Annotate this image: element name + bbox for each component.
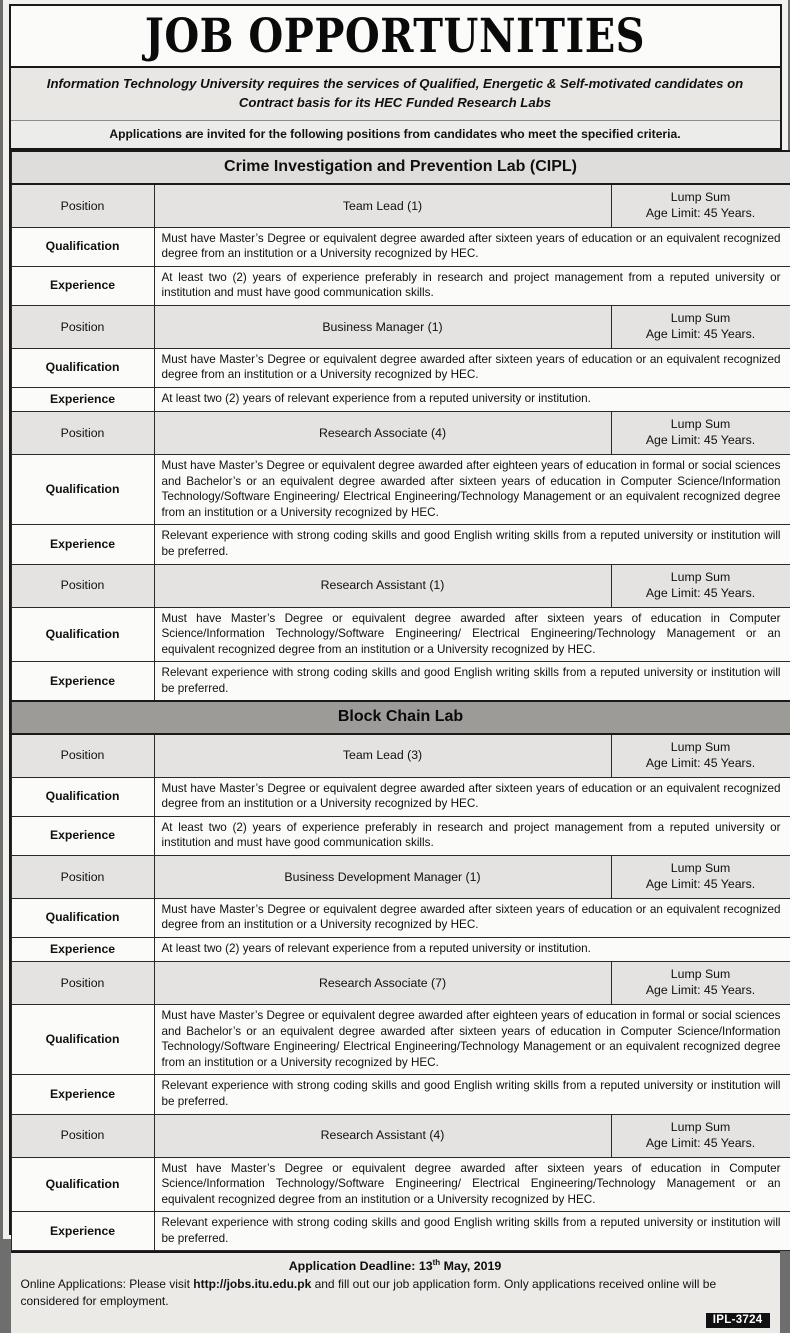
position-title: Research Associate (7) [154, 962, 611, 1005]
position-row [11, 1114, 790, 1157]
qualification-text: Must have Master’s Degree or equivalent degree awarded after sixteen years of education or an equivalent recognized degree from an institution or a University recognized by HEC. [154, 898, 790, 937]
qualification-text: Must have Master’s Degree or equivalent degree awarded after eighteen years of education in formal or social sciences and Bachelor’s or an equivalent degree awarded after sixteen years of education in Computer Science/Information Technology/Software Engineering/ Electrical Engineering/Technology Management or an equivalent recognized degree from an institution or a University recognized by HEC. [154, 1005, 790, 1075]
experience-text: Relevant experience with strong coding skills and good English writing skills from a reputed university or institution will be preferred. [154, 1075, 790, 1114]
qualification-label: Qualification [11, 898, 154, 937]
position-row [11, 564, 790, 607]
position-label: Position [11, 564, 154, 607]
experience-row [11, 1212, 790, 1251]
qualification-text: Must have Master’s Degree or equivalent degree awarded after sixteen years of education or an equivalent recognized degree from an institution or a University recognized by HEC. [154, 227, 790, 266]
experience-label: Experience [11, 525, 154, 564]
experience-text: Relevant experience with strong coding skills and good English writing skills from a reputed university or institution will be preferred. [154, 525, 790, 564]
application-deadline [21, 1258, 770, 1273]
experience-label: Experience [11, 816, 154, 855]
experience-label: Experience [11, 1075, 154, 1114]
experience-text: At least two (2) years of experience preferably in research and project management from a reputed university or institution and must have good communication skills. [154, 816, 790, 855]
age-limit: Age Limit: 45 Years. [619, 433, 783, 449]
qualification-label: Qualification [11, 1005, 154, 1075]
qualification-text: Must have Master’s Degree or equivalent degree awarded after sixteen years of education in Computer Science/Information Technology/Software Engineering/ Electrical Engineering/Technology Management or an equivalent recognized degree from an institution or a University recognized by HEC. [154, 1157, 790, 1212]
qualification-row [11, 455, 790, 525]
pay-type: Lump Sum [619, 417, 783, 433]
age-limit: Age Limit: 45 Years. [619, 327, 783, 343]
position-pay [611, 855, 790, 898]
position-title: Research Assistant (4) [154, 1114, 611, 1157]
position-label: Position [11, 412, 154, 455]
experience-row [11, 525, 790, 564]
position-label: Position [11, 184, 154, 227]
intro-banner [11, 68, 780, 121]
position-row [11, 412, 790, 455]
lab-name: Crime Investigation and Prevention Lab (CIPL) [11, 151, 790, 183]
age-limit: Age Limit: 45 Years. [619, 877, 783, 893]
qualification-text: Must have Master’s Degree or equivalent degree awarded after sixteen years of education or an equivalent recognized degree from an institution or a University recognized by HEC. [154, 777, 790, 816]
subintro-banner [11, 121, 780, 150]
position-pay [611, 734, 790, 777]
position-row [11, 184, 790, 227]
experience-label: Experience [11, 388, 154, 412]
experience-text: Relevant experience with strong coding skills and good English writing skills from a reputed university or institution will be preferred. [154, 662, 790, 702]
position-label: Position [11, 855, 154, 898]
experience-row [11, 816, 790, 855]
qualification-label: Qualification [11, 348, 154, 387]
pay-type: Lump Sum [619, 1120, 783, 1136]
deadline-suffix: May, 2019 [440, 1259, 501, 1273]
position-row [11, 734, 790, 777]
age-limit: Age Limit: 45 Years. [619, 983, 783, 999]
deadline-ordinal: th [433, 1258, 441, 1267]
position-row [11, 855, 790, 898]
position-title: Business Manager (1) [154, 305, 611, 348]
qualification-label: Qualification [11, 227, 154, 266]
subintro-text: Applications are invited for the following positions from candidates who meet the specified criteria. [21, 127, 770, 141]
position-pay [611, 564, 790, 607]
experience-row [11, 1075, 790, 1114]
qualification-text: Must have Master’s Degree or equivalent degree awarded after eighteen years of education in formal or social sciences and Bachelor’s or an equivalent degree awarded after sixteen years of education in Computer Science/Information Technology/Software Engineering/ Electrical Engineering/Technology Management or an equivalent recognized degree from an institution or a University recognized by HEC. [154, 455, 790, 525]
ref-code-badge: IPL-3724 [706, 1313, 770, 1328]
position-label: Position [11, 962, 154, 1005]
intro-text: Information Technology University requires the services of Qualified, Energetic & Self-motivated candidates on Contract basis for its HEC Funded Research Labs [29, 75, 762, 112]
lab-header-row [11, 151, 790, 183]
positions-table [11, 150, 790, 1251]
online-prefix: Online Applications: Please visit [21, 1277, 194, 1291]
position-title: Team Lead (1) [154, 184, 611, 227]
experience-label: Experience [11, 266, 154, 305]
experience-text: Relevant experience with strong coding skills and good English writing skills from a reputed university or institution will be preferred. [154, 1212, 790, 1251]
footer [11, 1251, 780, 1333]
advertisement-sheet [9, 4, 782, 1235]
qualification-text: Must have Master’s Degree or equivalent degree awarded after sixteen years of education or an equivalent recognized degree from an institution or a University recognized by HEC. [154, 348, 790, 387]
experience-row [11, 388, 790, 412]
experience-text: At least two (2) years of experience preferably in research and project management from a reputed university or institution and must have good communication skills. [154, 266, 790, 305]
experience-row [11, 266, 790, 305]
position-label: Position [11, 305, 154, 348]
qualification-row [11, 898, 790, 937]
qualification-label: Qualification [11, 455, 154, 525]
qualification-label: Qualification [11, 1157, 154, 1212]
qualification-row [11, 607, 790, 662]
position-row [11, 305, 790, 348]
position-label: Position [11, 734, 154, 777]
experience-label: Experience [11, 1212, 154, 1251]
qualification-row [11, 348, 790, 387]
age-limit: Age Limit: 45 Years. [619, 206, 783, 222]
online-suffix: and fill out our job application form. Only applications received online will be considered for employment. [21, 1277, 717, 1307]
position-pay [611, 962, 790, 1005]
position-label: Position [11, 1114, 154, 1157]
qualification-label: Qualification [11, 777, 154, 816]
pay-type: Lump Sum [619, 570, 783, 586]
qualification-row [11, 227, 790, 266]
online-instructions [21, 1276, 770, 1309]
experience-text: At least two (2) years of relevant experience from a reputed university or institution. [154, 388, 790, 412]
pay-type: Lump Sum [619, 190, 783, 206]
position-pay [611, 184, 790, 227]
lab-name: Block Chain Lab [11, 701, 790, 733]
position-title: Business Development Manager (1) [154, 855, 611, 898]
experience-row [11, 662, 790, 702]
ref-code-wrap [21, 1310, 770, 1328]
position-title: Research Associate (4) [154, 412, 611, 455]
experience-label: Experience [11, 662, 154, 702]
experience-row [11, 937, 790, 961]
pay-type: Lump Sum [619, 967, 783, 983]
page-title: JOB OPPORTUNITIES [11, 7, 780, 68]
position-title: Team Lead (3) [154, 734, 611, 777]
position-pay [611, 305, 790, 348]
qualification-row [11, 1005, 790, 1075]
age-limit: Age Limit: 45 Years. [619, 756, 783, 772]
pay-type: Lump Sum [619, 740, 783, 756]
experience-text: At least two (2) years of relevant experience from a reputed university or institution. [154, 937, 790, 961]
qualification-text: Must have Master’s Degree or equivalent degree awarded after sixteen years of education in Computer Science/Information Technology/Software Engineering/ Electrical Engineering/Technology Management or an equivalent recognized degree from an institution or a University recognized by HEC. [154, 607, 790, 662]
qualification-row [11, 1157, 790, 1212]
lab-header-row [11, 701, 790, 733]
qualification-row [11, 777, 790, 816]
experience-label: Experience [11, 937, 154, 961]
advertisement-page [3, 0, 788, 1239]
application-url[interactable]: http://jobs.itu.edu.pk [193, 1277, 311, 1291]
position-pay [611, 412, 790, 455]
position-row [11, 962, 790, 1005]
pay-type: Lump Sum [619, 311, 783, 327]
position-pay [611, 1114, 790, 1157]
masthead [11, 6, 780, 68]
deadline-prefix: Application Deadline: 13 [289, 1259, 433, 1273]
position-title: Research Assistant (1) [154, 564, 611, 607]
age-limit: Age Limit: 45 Years. [619, 1136, 783, 1152]
pay-type: Lump Sum [619, 861, 783, 877]
age-limit: Age Limit: 45 Years. [619, 586, 783, 602]
qualification-label: Qualification [11, 607, 154, 662]
